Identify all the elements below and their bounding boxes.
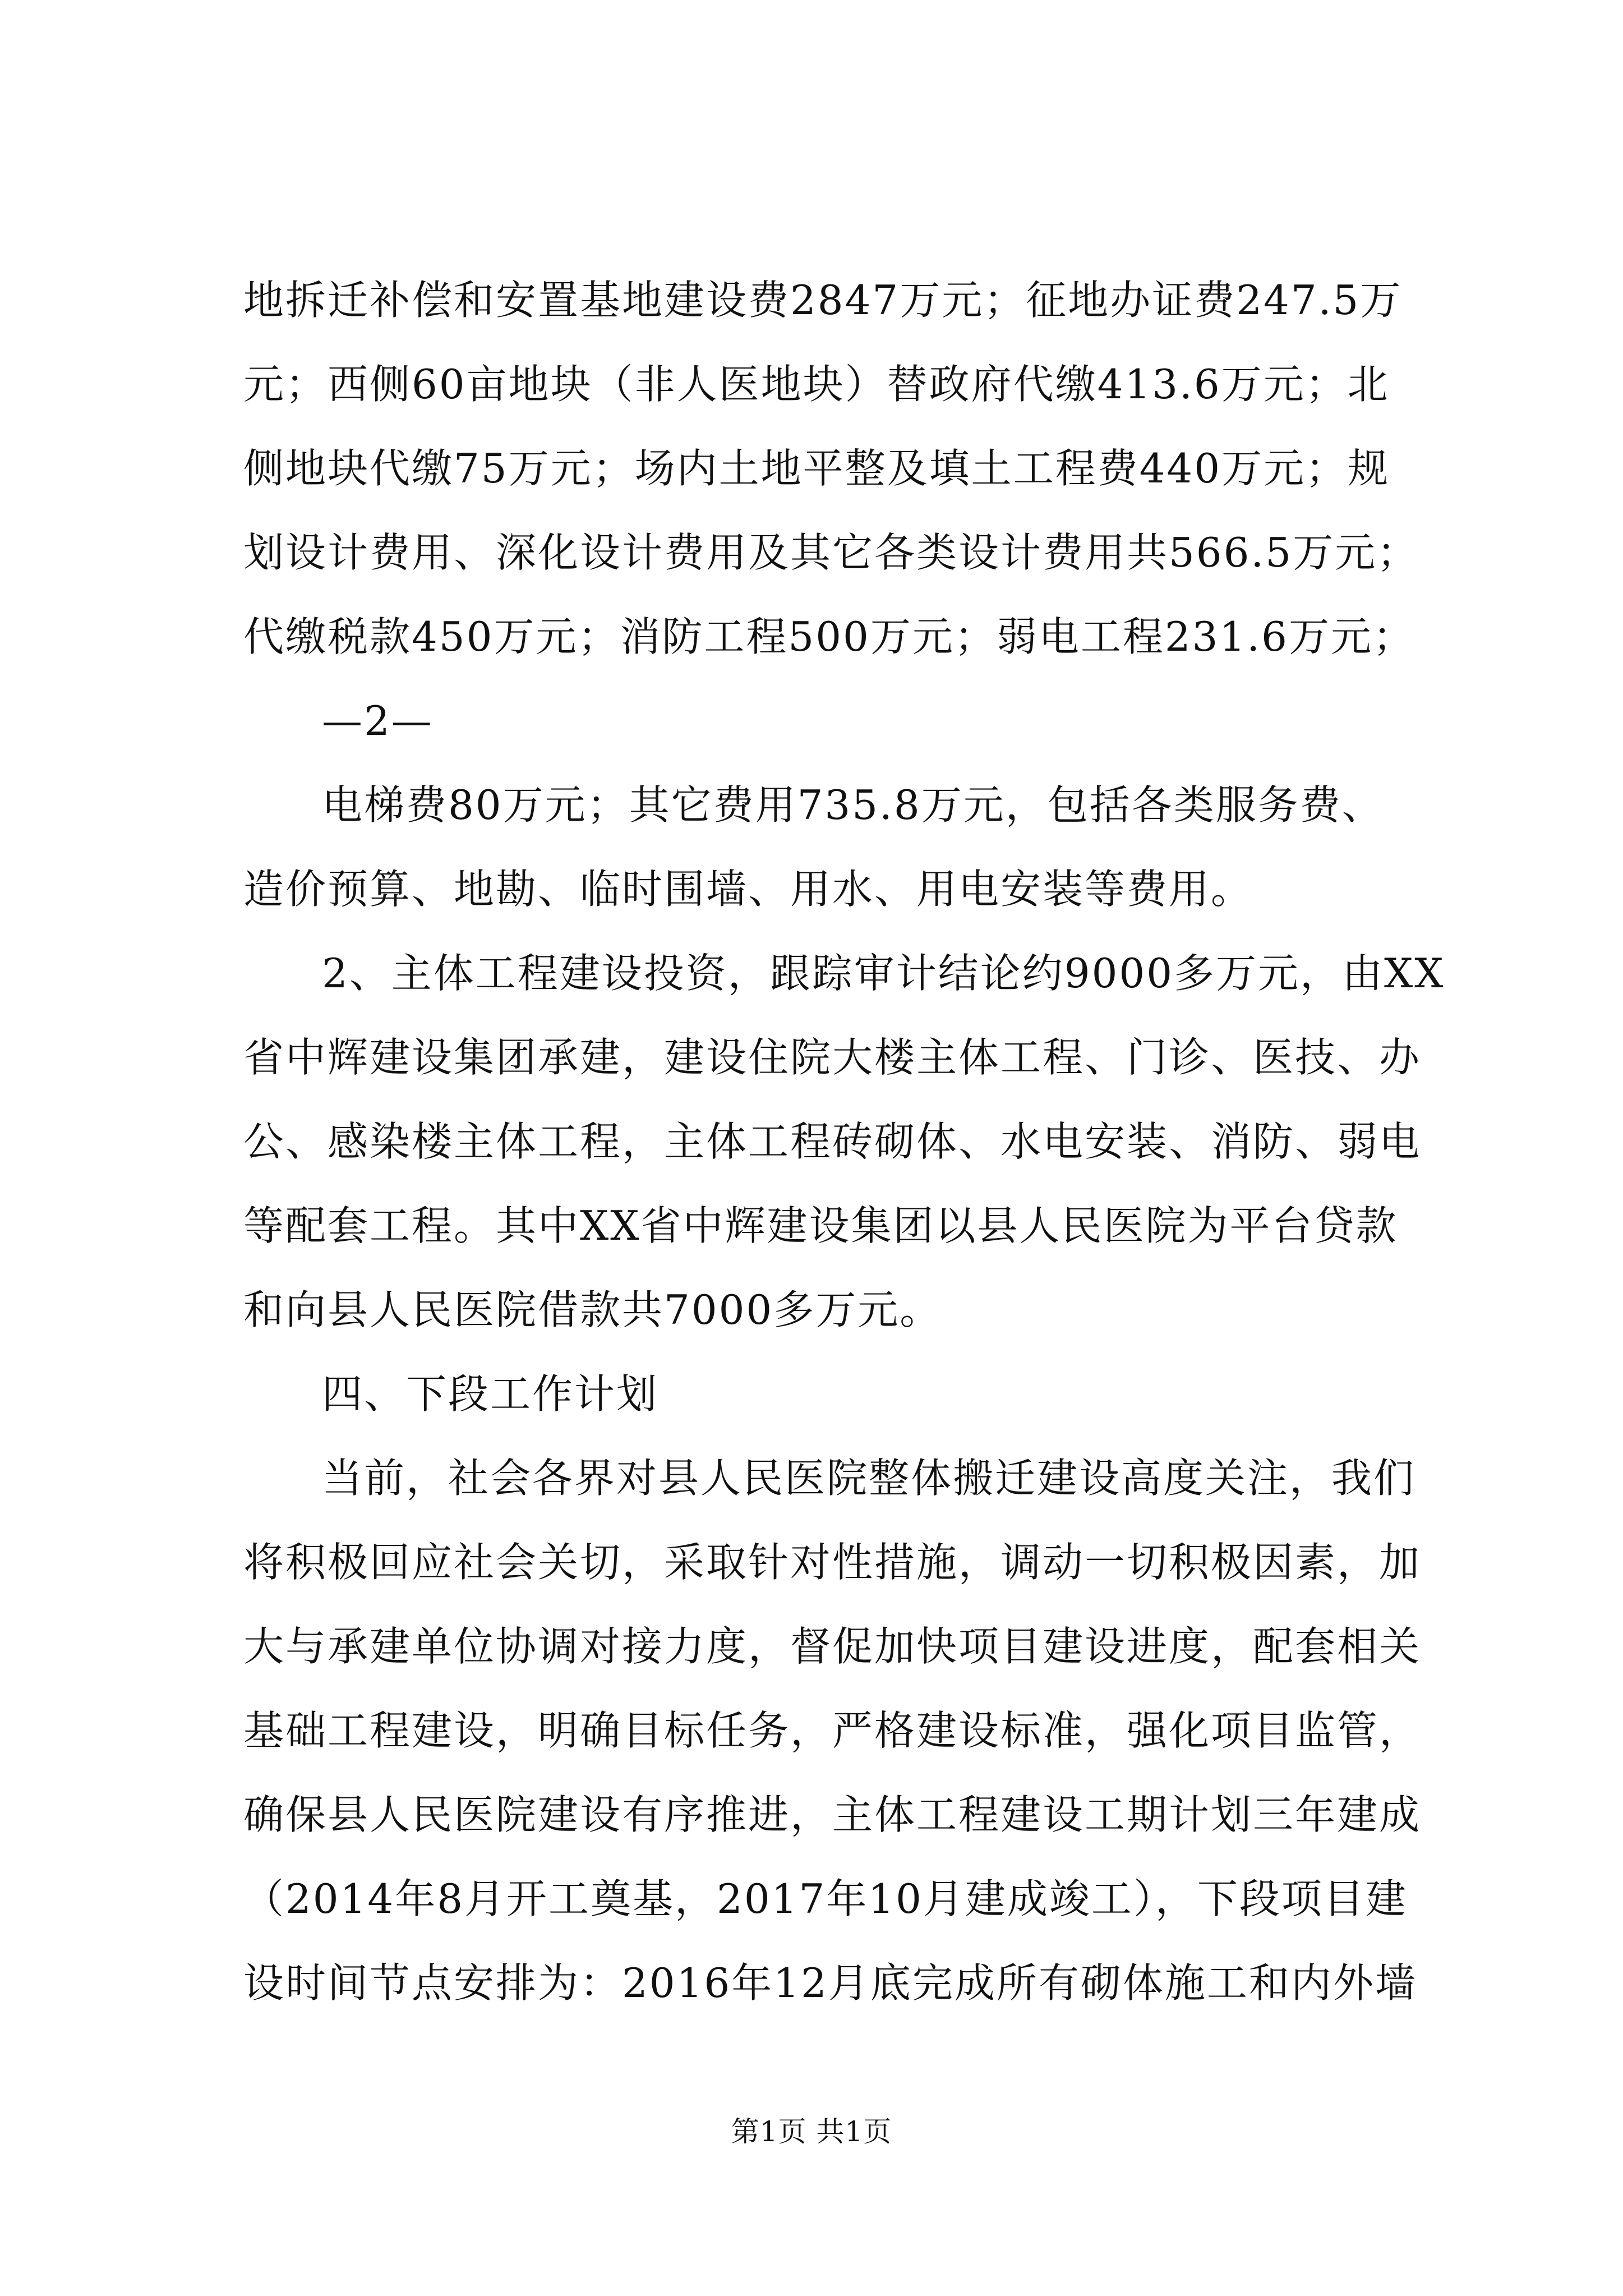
paragraph-line: 元；西侧60亩地块（非人医地块）替政府代缴413.6万元；北 [243,361,1390,408]
paragraph-line: 将积极回应社会关切，采取针对性措施，调动一切积极因素，加 [243,1539,1422,1586]
paragraph-line: 确保县人民医院建设有序推进，主体工程建设工期计划三年建成 [243,1791,1422,1838]
paragraph-line: 2、主体工程建设投资，跟踪审计结论约9000多万元，由XX [322,950,1445,997]
paragraph-line: 地拆迁补偿和安置基地建设费2847万元；征地办证费247.5万 [243,277,1403,324]
page-footer: 第1页 共1页 [731,2115,892,2148]
paragraph-line: 侧地块代缴75万元；场内土地平整及填土工程费440万元；规 [243,445,1390,492]
paragraph-line: 基础工程建设，明确目标任务，严格建设标准，强化项目监管， [243,1707,1422,1754]
paragraph-line: 当前，社会各界对县人民医院整体搬迁建设高度关注，我们 [322,1455,1416,1502]
paragraph-line: 划设计费用、深化设计费用及其它各类设计费用共566.5万元； [243,529,1419,576]
paragraph-line: 公、感染楼主体工程，主体工程砖砌体、水电安装、消防、弱电 [243,1118,1422,1165]
paragraph-line: 等配套工程。其中XX省中辉建设集团以县人民医院为平台贷款 [243,1202,1398,1249]
section-heading: 四、下段工作计划 [322,1370,659,1418]
paragraph-line: 造价预算、地勘、临时围墙、用水、用电安装等费用。 [243,866,1253,913]
paragraph-line: 和向县人民医院借款共7000多万元。 [243,1286,942,1333]
paragraph-line: 设时间节点安排为：2016年12月底完成所有砌体施工和内外墙 [243,1959,1417,2007]
page-number-mark: —2— [322,697,434,744]
paragraph-line: 代缴税款450万元；消防工程500万元；弱电工程231.6万元； [243,613,1415,660]
paragraph-line: （2014年8月开工奠基，2017年10月建成竣工），下段项目建 [243,1875,1408,1922]
paragraph-line: 大与承建单位协调对接力度，督促加快项目建设进度，配套相关 [243,1623,1422,1670]
paragraph-line: 电梯费80万元；其它费用735.8万元，包括各类服务费、 [322,781,1384,829]
document-body [243,258,1445,2025]
paragraph-line: 省中辉建设集团承建，建设住院大楼主体工程、门诊、医技、办 [243,1034,1422,1081]
